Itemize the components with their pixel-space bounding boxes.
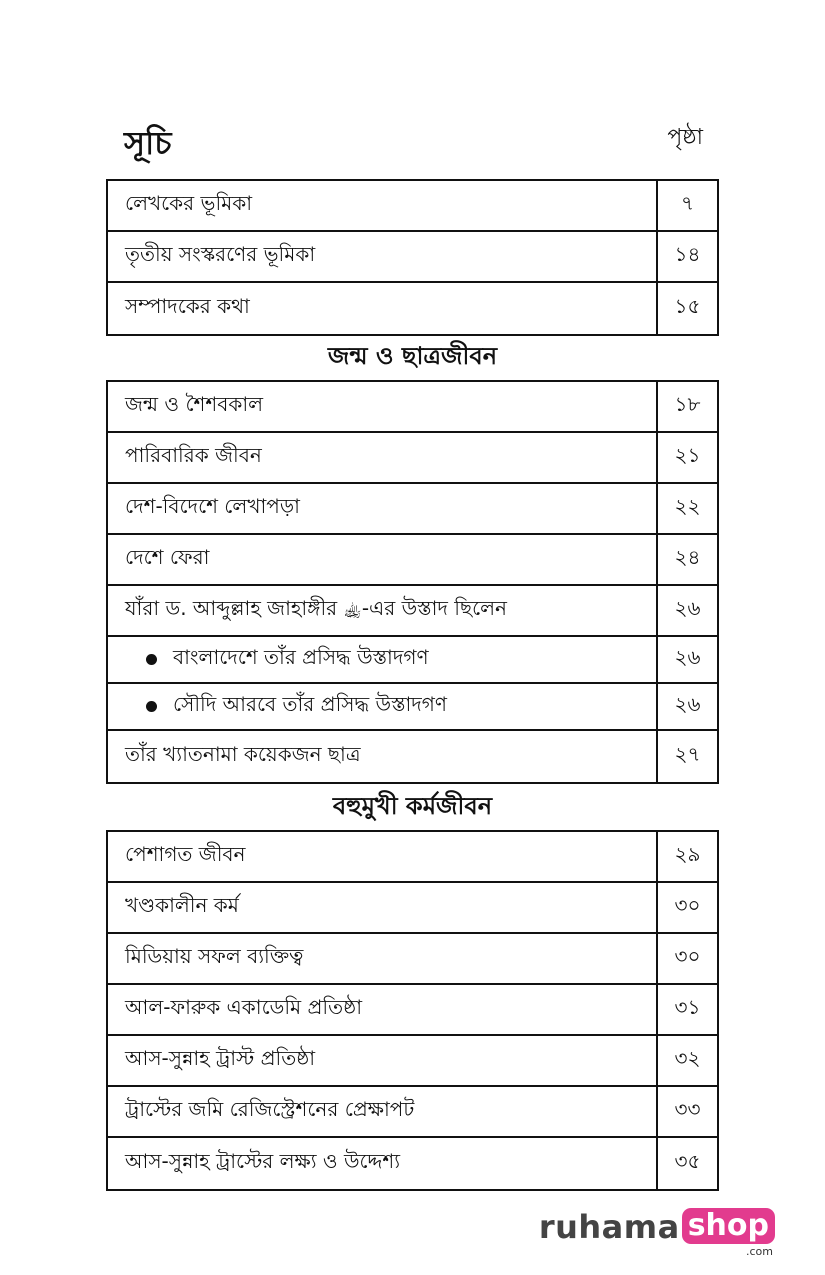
- ruhamashop-logo: [538, 1208, 775, 1258]
- toc-entry-page: ২৬: [674, 645, 701, 669]
- logo-text-right: shop: [682, 1208, 775, 1244]
- toc-entry-page: ৩১: [674, 995, 701, 1019]
- toc-row[interactable]: [108, 1036, 717, 1087]
- toc-row[interactable]: [108, 586, 717, 637]
- toc-entry-title: দেশ-বিদেশে লেখাপড়া: [108, 484, 658, 533]
- toc-entry-title: ট্রাস্টের জমি রেজিস্ট্রেশনের প্রেক্ষাপট: [108, 1087, 658, 1136]
- toc-entry-page: ২৯: [674, 842, 701, 866]
- toc-row[interactable]: [108, 985, 717, 1036]
- toc-entry-page: ৩০: [674, 893, 701, 917]
- toc-entry-page: ১৮: [674, 392, 701, 416]
- toc-entry-page: ২৬: [674, 596, 701, 620]
- toc-entry-page: ২৪: [674, 545, 701, 569]
- toc-row[interactable]: [108, 934, 717, 985]
- toc-entry-page: ১৫: [674, 294, 701, 318]
- toc-entry-title: জন্ম ও শৈশবকাল: [108, 382, 658, 431]
- toc-entry-title: মিডিয়ায় সফল ব্যক্তিত্ব: [108, 934, 658, 983]
- toc-entry-page: ৩৫: [674, 1149, 701, 1173]
- toc-table-birth-student-life: [106, 380, 719, 784]
- toc-row[interactable]: [108, 1087, 717, 1138]
- toc-row[interactable]: [108, 382, 717, 433]
- toc-table-intro: [106, 179, 719, 336]
- toc-subentry: [108, 684, 658, 729]
- toc-entry-title: তৃতীয় সংস্করণের ভূমিকা: [108, 232, 658, 281]
- toc-subrow[interactable]: [108, 684, 717, 731]
- toc-row[interactable]: [108, 283, 717, 334]
- toc-subentry: [108, 637, 658, 682]
- toc-entry-title: আল-ফারুক একাডেমি প্রতিষ্ঠা: [108, 985, 658, 1034]
- toc-entry-title: আস-সুন্নাহ ট্রাস্ট প্রতিষ্ঠা: [108, 1036, 658, 1085]
- toc-entry-page: ২১: [674, 443, 701, 467]
- section-heading-birth-student-life: জন্ম ও ছাত্রজীবন: [327, 342, 498, 370]
- toc-row[interactable]: [108, 181, 717, 232]
- section-heading-career: বহুমুখী কর্মজীবন: [332, 792, 493, 820]
- toc-row[interactable]: [108, 832, 717, 883]
- toc-entry-title: সম্পাদকের কথা: [108, 283, 658, 334]
- toc-row[interactable]: [108, 1138, 717, 1189]
- toc-entry-page: ২২: [674, 494, 701, 518]
- toc-entry-title: যাঁরা ড. আব্দুল্লাহ জাহাঙ্গীর ﵀-এর উস্তাদ ছিলেন: [108, 586, 658, 635]
- toc-entry-page: ৭: [680, 191, 694, 215]
- toc-row[interactable]: [108, 535, 717, 586]
- toc-row[interactable]: [108, 731, 717, 782]
- toc-entry-page: ৩০: [674, 944, 701, 968]
- toc-entry-title: সৌদি আরবে তাঁর প্রসিদ্ধ উস্তাদগণ: [173, 692, 448, 716]
- logo-suffix: .com: [746, 1245, 773, 1258]
- toc-entry-title: দেশে ফেরা: [108, 535, 658, 584]
- page-title: সূচি: [124, 124, 172, 162]
- toc-entry-title: বাংলাদেশে তাঁর প্রসিদ্ধ উস্তাদগণ: [173, 645, 429, 669]
- toc-row[interactable]: [108, 484, 717, 535]
- logo-badge: [682, 1208, 775, 1258]
- toc-row[interactable]: [108, 433, 717, 484]
- toc-entry-title: খণ্ডকালীন কর্ম: [108, 883, 658, 932]
- toc-table-career: [106, 830, 719, 1191]
- bullet-icon: [146, 654, 157, 665]
- toc-entry-title: আস-সুন্নাহ ট্রাস্টের লক্ষ্য ও উদ্দেশ্য: [108, 1138, 658, 1189]
- toc-entry-title: তাঁর খ্যাতনামা কয়েকজন ছাত্র: [108, 731, 658, 782]
- toc-row[interactable]: [108, 883, 717, 934]
- toc-entry-page: ৩৩: [674, 1097, 701, 1121]
- toc-entry-page: ১৪: [674, 242, 701, 266]
- toc-entry-title: পেশাগত জীবন: [108, 832, 658, 881]
- logo-text-left: ruhama: [538, 1208, 680, 1246]
- bullet-icon: [146, 701, 157, 712]
- toc-entry-page: ২৭: [674, 742, 701, 766]
- toc-row[interactable]: [108, 232, 717, 283]
- toc-entry-title: লেখকের ভূমিকা: [108, 181, 658, 230]
- toc-subrow[interactable]: [108, 637, 717, 684]
- toc-entry-page: ৩২: [674, 1046, 701, 1070]
- toc-entry-page: ২৬: [674, 692, 701, 716]
- toc-entry-title: পারিবারিক জীবন: [108, 433, 658, 482]
- page-column-label: পৃষ্ঠা: [667, 125, 703, 150]
